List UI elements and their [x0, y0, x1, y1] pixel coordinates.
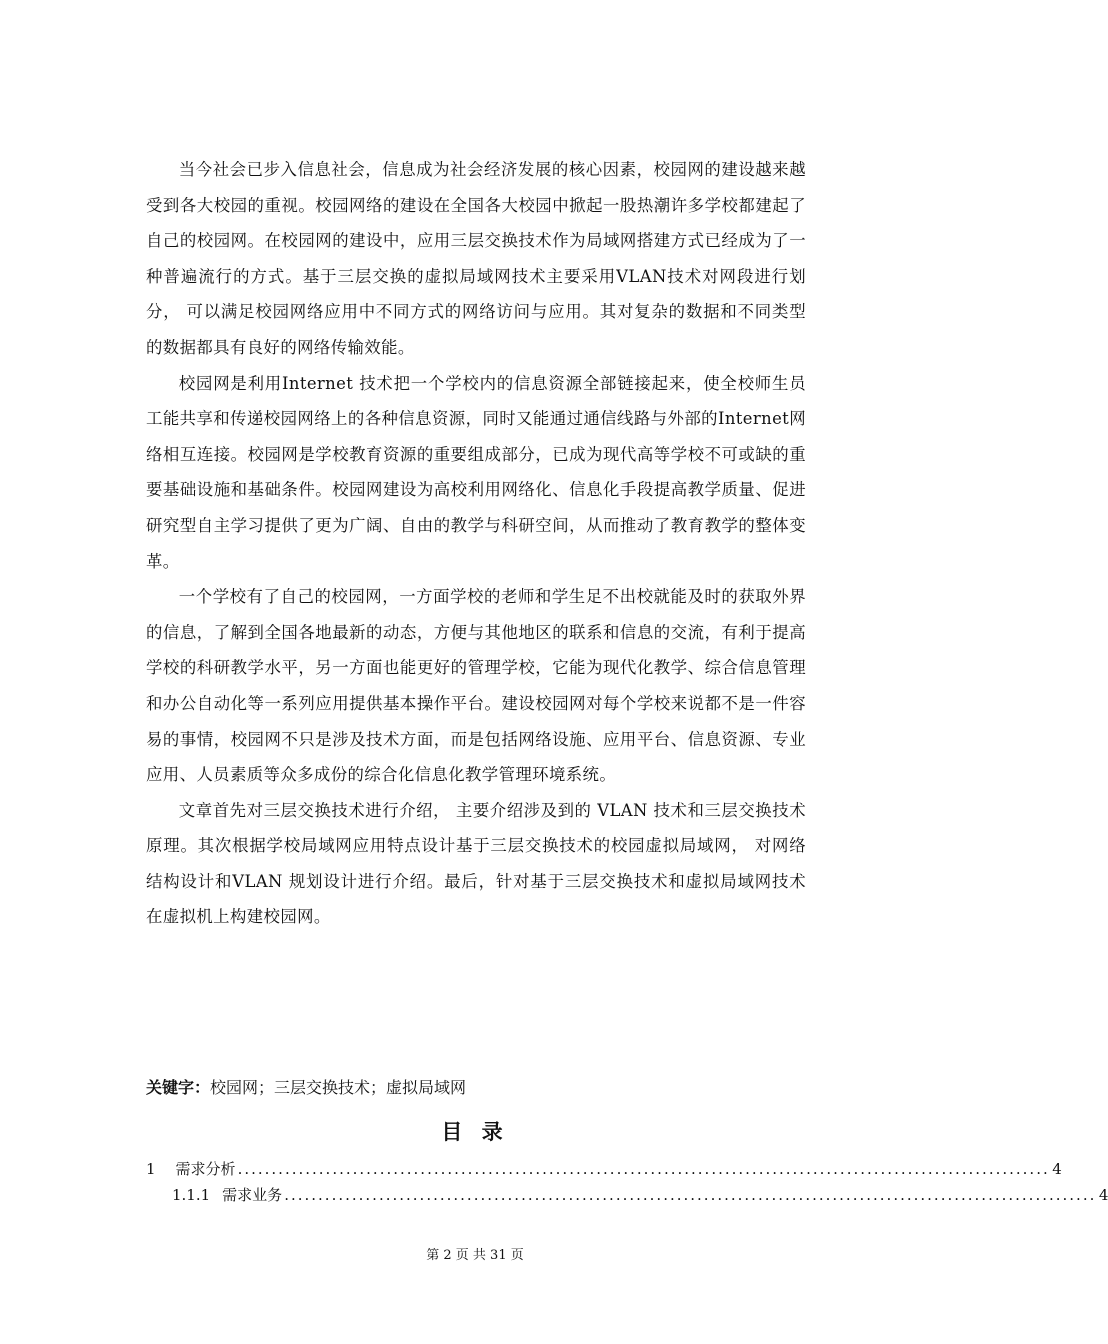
paragraph: 一个学校有了自己的校园网，一方面学校的老师和学生足不出校就能及时的获取外界的信息，了解到全国各地最新的动态，方便与其他地区的联系和信息的交流，有利于提高学校的科研教学水平，另一方面也能更好的管理学校，它能为现代化教学、综合信息管理和办公自动化等一系列应用提供基本操作平台。建设校园网对每个学校来说都不是一件容易的事情，校园网不只是涉及技术方面，而是包括网络设施、应用平台、信息资源、专业应用、人员素质等众多成份的综合化信息化教学管理环境系统。 [146, 587, 806, 785]
toc-entry[interactable] [146, 1156, 1062, 1182]
keywords-line [146, 1074, 806, 1102]
toc-entry[interactable] [146, 1182, 1108, 1208]
toc-entry-page: 4 [1052, 1160, 1062, 1178]
toc-entry-page: 4 [1098, 1186, 1108, 1204]
abstract-body [146, 152, 806, 935]
paragraph: 当今社会已步入信息社会，信息成为社会经济发展的核心因素，校园网的建设越来越受到各大校园的重视。校园网络的建设在全国各大校园中掀起一股热潮许多学校都建起了自己的校园网。在校园网的建设中，应用三层交换技术作为局域网搭建方式已经成为了一种普遍流行的方式。基于三层交换的虚拟局域网技术主要采用VLAN技术对网段进行划分， 可以满足校园网络应用中不同方式的网络访问与应用。其对复杂的数据和不同类型的数据都具有良好的网络传输效能。 [146, 160, 806, 357]
paragraph: 文章首先对三层交换技术进行介绍， 主要介绍涉及到的 VLAN 技术和三层交换技术原理。其次根据学校局域网应用特点设计基于三层交换技术的校园虚拟局域网， 对网络结构设计和VLAN 规划设计进行介绍。最后，针对基于三层交换技术和虚拟局域网技术在虚拟机上构建校园网。 [146, 800, 806, 927]
toc-entry-title: 需求业务 [222, 1186, 283, 1204]
table-of-contents [146, 1156, 1108, 1208]
toc-dot-leader: ........................................................................................................................ [237, 1160, 1050, 1178]
toc-title: 目 录 [441, 1120, 509, 1144]
keywords-value: 校园网；三层交换技术；虚拟局域网 [210, 1078, 467, 1097]
toc-entry-title: 需求分析 [175, 1160, 236, 1178]
toc-entry-number: 1 [146, 1160, 156, 1178]
toc-entry-number: 1.1.1 [172, 1186, 211, 1204]
toc-dot-leader: ........................................................................................................................ [284, 1186, 1097, 1204]
page-footer: 第 2 页 共 31 页 [426, 1248, 524, 1263]
keywords-label: 关键字： [146, 1078, 211, 1097]
paragraph: 校园网是利用Internet 技术把一个学校内的信息资源全部链接起来，使全校师生员工能共享和传递校园网络上的各种信息资源，同时又能通过通信线路与外部的Internet网络相互连接。校园网是学校教育资源的重要组成部分，已成为现代高等学校不可或缺的重要基础设施和基础条件。校园网建设为高校利用网络化、信息化手段提高教学质量、促进研究型自主学习提供了更为广阔、自由的教学与科研空间，从而推动了教育教学的整体变革。 [146, 373, 806, 571]
